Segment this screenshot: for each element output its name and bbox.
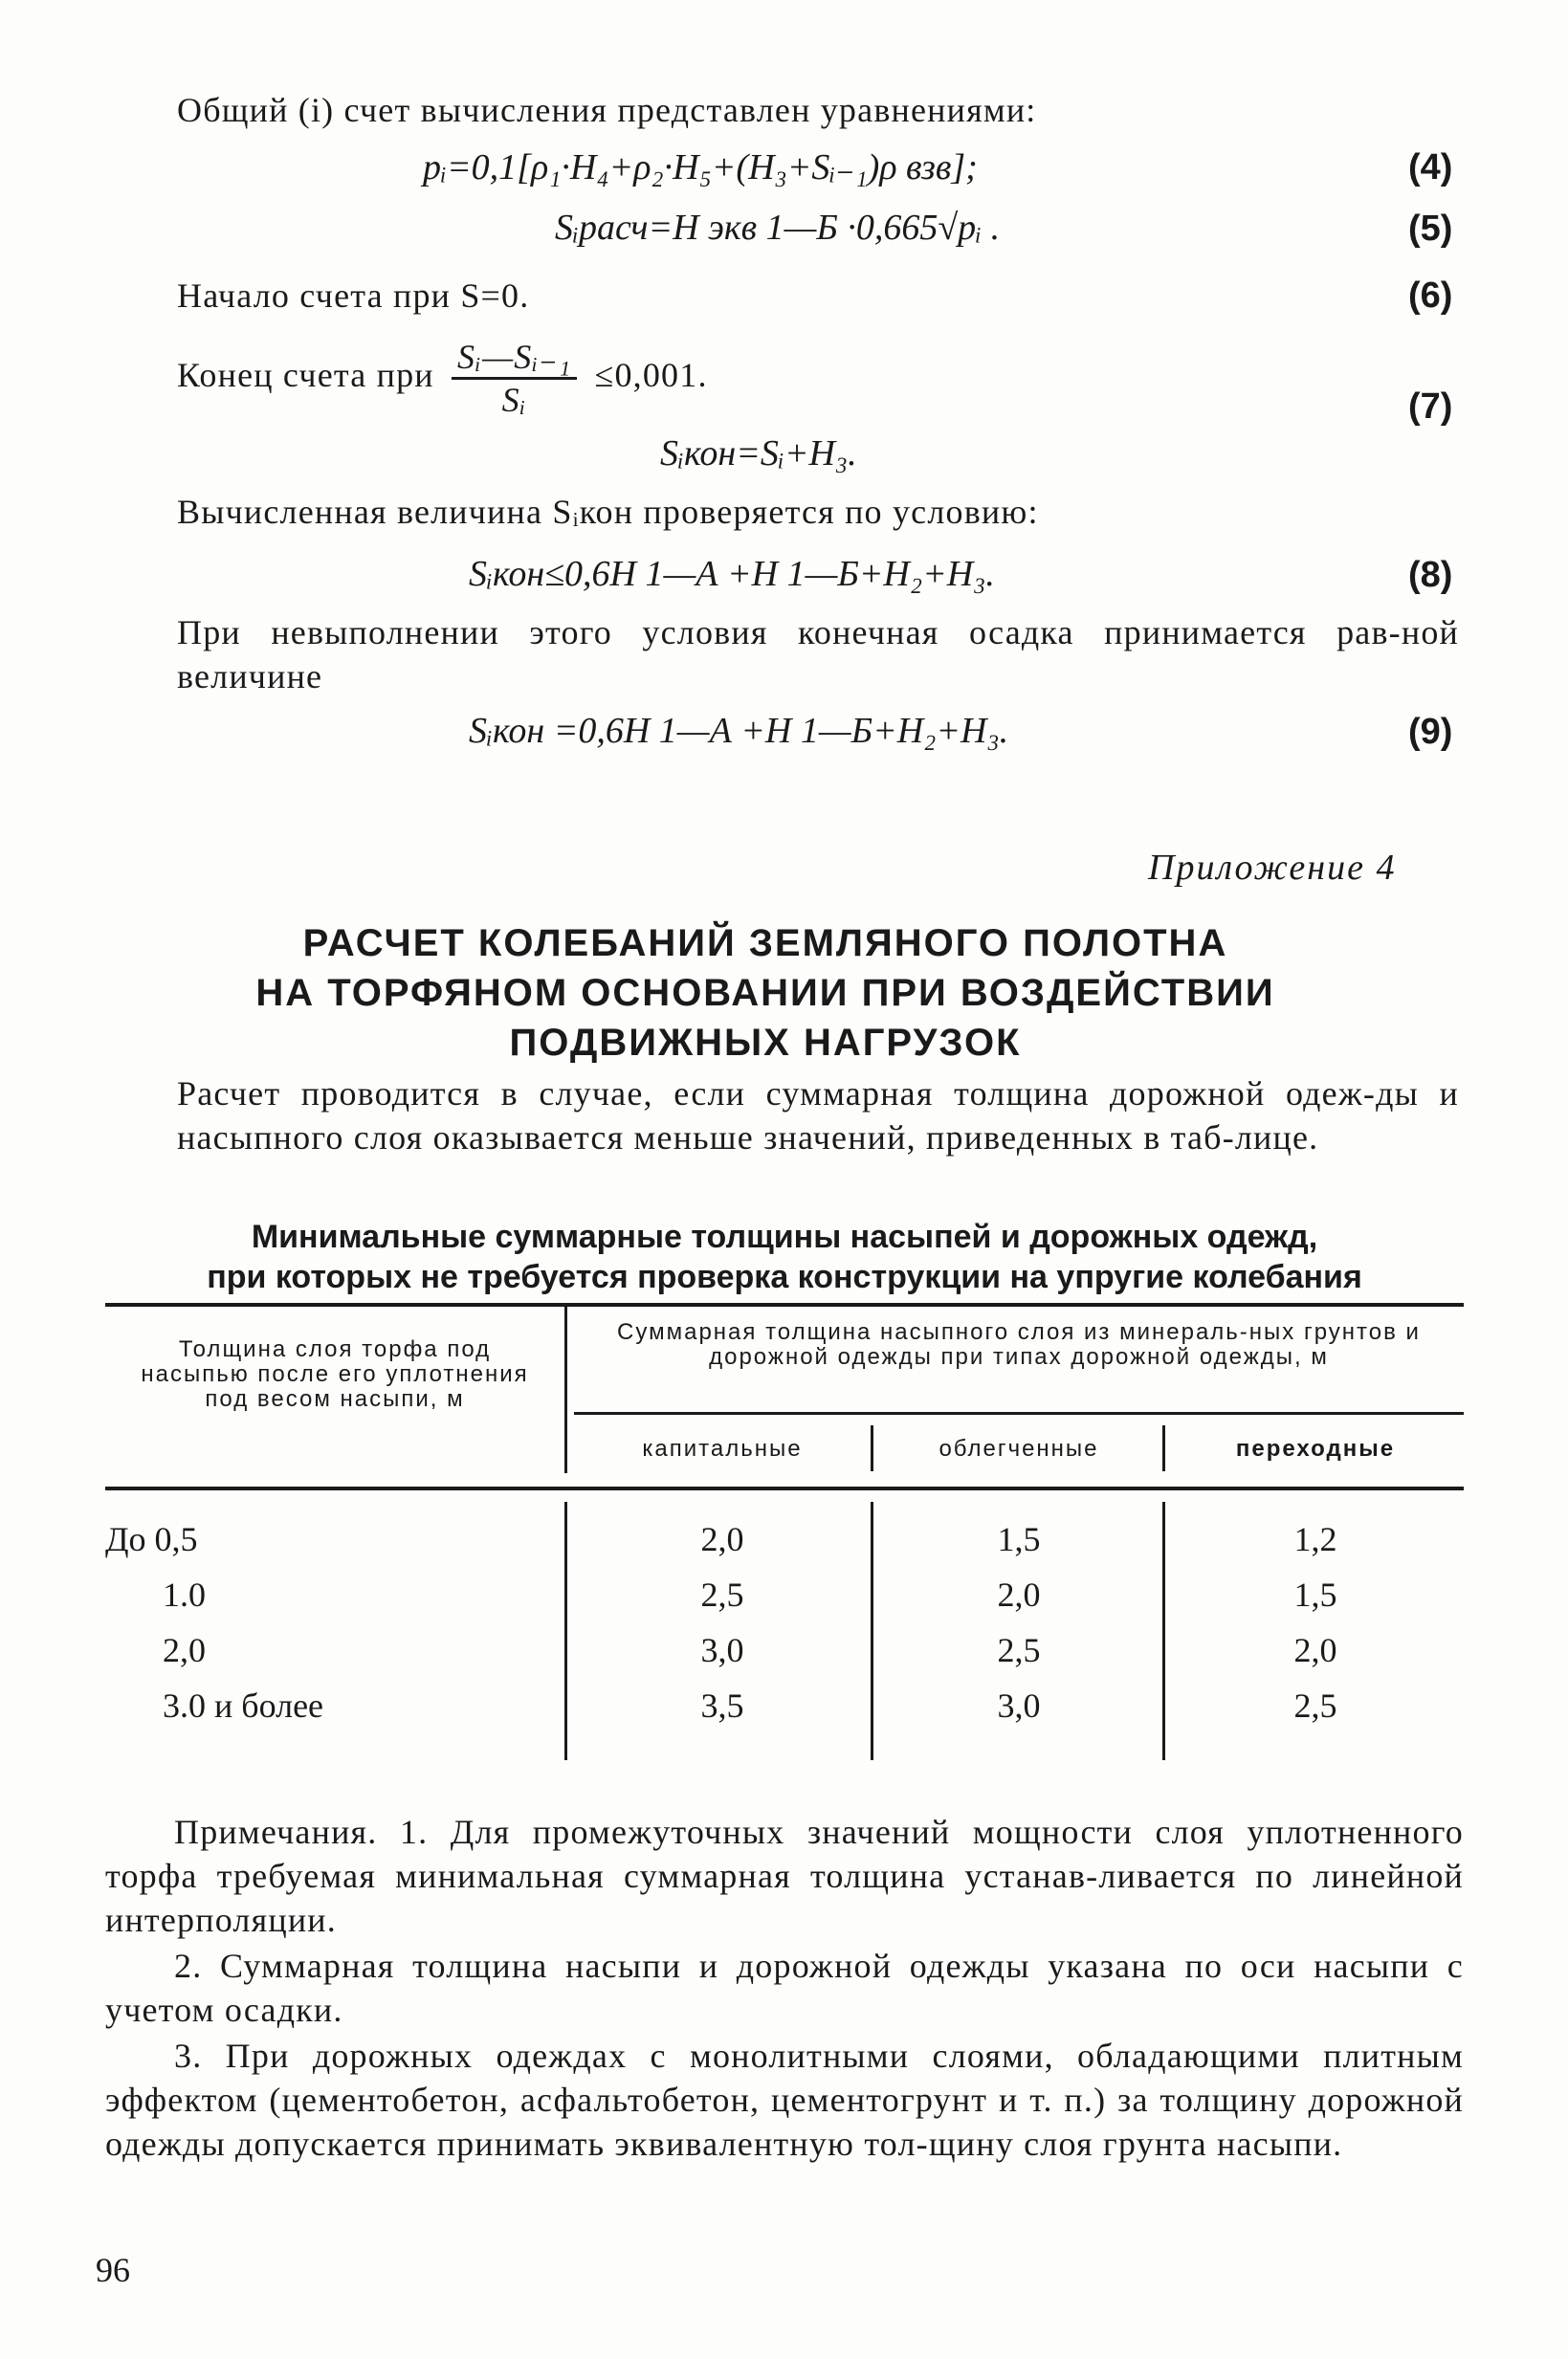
end-condition-label: Конец счета при bbox=[177, 355, 434, 394]
table-vline bbox=[1162, 1425, 1165, 1471]
fraction-denominator: Sᵢ bbox=[501, 381, 527, 419]
table-cell: 2,0 bbox=[700, 1520, 744, 1558]
table-cell: 3.0 и более bbox=[163, 1687, 324, 1725]
table-cell: 2,5 bbox=[700, 1576, 744, 1614]
intro-paragraph: Расчет проводится в случае, если суммарная толщина дорожной одеж-ды и насыпного слоя оказывается меньше значений, приведенных в таб-лице. bbox=[177, 1074, 1459, 1157]
page-number: 96 bbox=[96, 2251, 130, 2289]
table-col1-header: Толщина слоя торфа под насыпью после его уплотнения под весом насыпи, м bbox=[141, 1336, 529, 1412]
fraction-numerator: Sᵢ—Sᵢ₋₁ bbox=[452, 337, 577, 380]
title-line: НА ТОРФЯНОМ ОСНОВАНИИ ПРИ ВОЗДЕЙСТВИИ bbox=[255, 972, 1275, 1014]
table-group-rule bbox=[574, 1412, 1464, 1415]
table-row bbox=[105, 1519, 1464, 1575]
table-group-header: Суммарная толщина насыпного слоя из минераль-ных грунтов и дорожной одежды при типах дорожной одежды, м bbox=[617, 1319, 1421, 1370]
table-cell: До 0,5 bbox=[105, 1520, 198, 1558]
end-condition bbox=[177, 337, 708, 420]
equation-5-text: Sᵢрасч=H экв 1—Б ·0,665√pᵢ . bbox=[555, 208, 1001, 248]
note-1: Примечания. 1. Для промежуточных значений мощности слоя уплотненного торфа требуемая минимальная суммарная толщина устанав-ливается по линейной интерполяции. bbox=[105, 1813, 1464, 1939]
equation-8-number: (8) bbox=[1408, 555, 1453, 595]
table-row bbox=[105, 1630, 1464, 1686]
title-line: РАСЧЕТ КОЛЕБАНИЙ ЗЕМЛЯНОГО ПОЛОТНА bbox=[302, 922, 1228, 964]
section-title bbox=[144, 918, 1387, 1068]
table-body bbox=[105, 1519, 1464, 1741]
start-condition: Начало счета при S=0. bbox=[177, 276, 530, 315]
title-line: ПОДВИЖНЫХ НАГРУЗОК bbox=[509, 1022, 1022, 1064]
caption-line: при которых не требуется проверка конструкции на упругие колебания bbox=[207, 1259, 1362, 1295]
equation-5-number: (5) bbox=[1408, 209, 1453, 249]
table-vline bbox=[564, 1307, 567, 1473]
table-subheader: облегченные bbox=[939, 1436, 1099, 1462]
table-cell: 2,0 bbox=[163, 1631, 206, 1669]
caption-line: Минимальные суммарные толщины насыпей и дорожных одежд, bbox=[251, 1219, 1318, 1255]
equation-6-number: (6) bbox=[1408, 276, 1453, 316]
table-cell: 1.0 bbox=[163, 1576, 206, 1614]
appendix-label: Приложение 4 bbox=[1148, 848, 1397, 888]
equation-5 bbox=[555, 207, 1000, 249]
table-caption bbox=[105, 1217, 1464, 1297]
table-cell: 3,0 bbox=[997, 1687, 1041, 1725]
table-cell: 2,5 bbox=[997, 1631, 1041, 1669]
note-3: 3. При дорожных одеждах с монолитными слоями, обладающими плитным эффектом (цементобетон, асфальтобетон, цементогрунт и т. п.) за толщину дорожной одежды допускается принимать эквивалентную тол-щину слоя грунта насыпи. bbox=[105, 2037, 1464, 2163]
table-cell: 1,5 bbox=[1293, 1576, 1337, 1614]
table-cell: 3,0 bbox=[700, 1631, 744, 1669]
equation-8: Sᵢкон≤0,6H 1—А +H 1—Б+H₂+H₃. bbox=[469, 554, 995, 594]
equation-7b: Sᵢкон=Sᵢ+H₃. bbox=[660, 433, 857, 474]
fail-text: При невыполнении этого условия конечная осадка принимается рав-ной величине bbox=[177, 613, 1459, 695]
table-cell: 1,2 bbox=[1293, 1520, 1337, 1558]
intro-text: Общий (i) счет вычисления представлен уравнениями: bbox=[177, 91, 1037, 129]
equation-9-number: (9) bbox=[1408, 712, 1453, 752]
table-cell: 2,0 bbox=[997, 1576, 1041, 1614]
note-2: 2. Суммарная толщина насыпи и дорожной одежды указана по оси насыпи с учетом осадки. bbox=[105, 1947, 1464, 2029]
table-header-rule bbox=[105, 1487, 1464, 1490]
table-row bbox=[105, 1686, 1464, 1741]
table-subheader: капитальные bbox=[642, 1436, 803, 1462]
end-condition-fraction bbox=[452, 337, 577, 420]
equation-4-text: pᵢ=0,1[ρ₁·H₄+ρ₂·H₅+(H₃+Sᵢ₋₁)ρ взв]; bbox=[423, 147, 978, 187]
table-top-rule bbox=[105, 1303, 1464, 1307]
equation-9: Sᵢкон =0,6H 1—А +H 1—Б+H₂+H₃. bbox=[469, 711, 1009, 751]
table-cell: 1,5 bbox=[997, 1520, 1041, 1558]
check-text: Вычисленная величина Sᵢкон проверяется по условию: bbox=[177, 493, 1039, 531]
equation-4-number: (4) bbox=[1408, 147, 1453, 187]
end-condition-tail: ≤0,001. bbox=[594, 355, 708, 394]
table-cell: 2,5 bbox=[1293, 1687, 1337, 1725]
table-vline bbox=[871, 1425, 873, 1471]
table-subheader: переходные bbox=[1235, 1436, 1396, 1462]
table-row bbox=[105, 1575, 1464, 1630]
table-cell: 2,0 bbox=[1293, 1631, 1337, 1669]
table-cell: 3,5 bbox=[700, 1687, 744, 1725]
equation-7-number: (7) bbox=[1408, 386, 1453, 427]
equation-4 bbox=[423, 145, 978, 188]
